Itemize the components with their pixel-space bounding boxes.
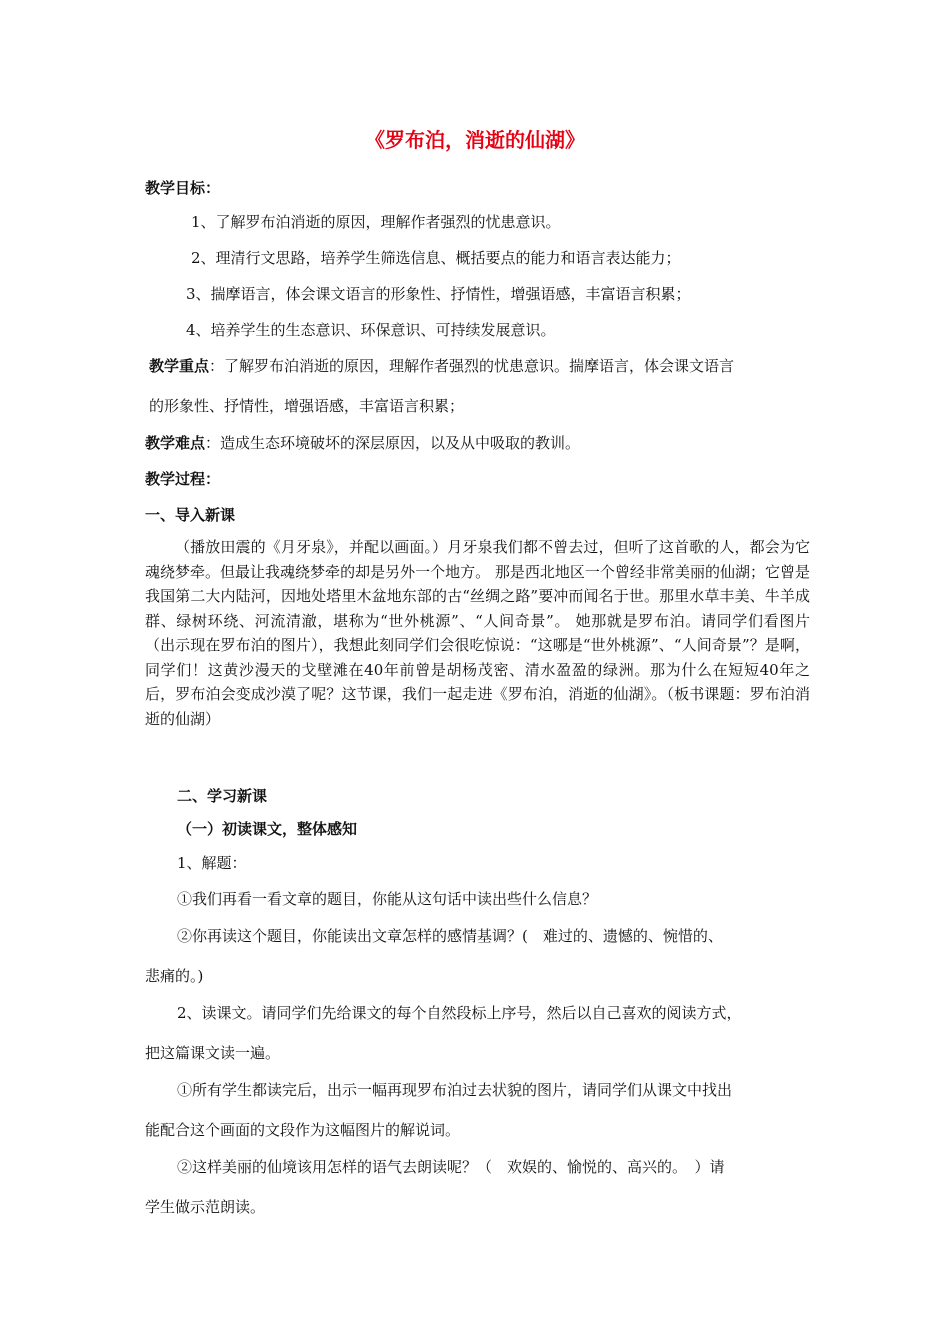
objective-item-1: 1、了解罗布泊消逝的原因，理解作者强烈的忧患意识。 <box>191 213 561 231</box>
item1-label: 1、解题： <box>177 854 247 872</box>
section2-subheading: （一）初读课文，整体感知 <box>177 820 358 838</box>
item2-line-2: 把这篇课文读一遍。 <box>145 1044 281 1062</box>
item2-question-1-line-2: 能配合这个画面的文段作为这幅图片的解说词。 <box>145 1121 461 1139</box>
section1-paragraph: （播放田震的《月牙泉》，并配以画面。）月牙泉我们都不曾去过，但听了这首歌的人，都会为它魂绕梦牵。但最让我魂绕梦牵的却是另外一个地方。 那是西北地区一个曾经非常美丽的仙湖；它曾是我国第二大内陆河，因地处塔里木盆地东部的古“丝绸之路”要冲而闻名于世。那里水草丰美、牛羊成群、绿树环绕、河流清澈，堪称为“世外桃源”、“人间奇景”。 她那就是罗布泊。请同学们看图片（出示现在罗布泊的图片），我想此刻同学们会很吃惊说：“这哪是“世外桃源”、“人间奇景”？是啊，同学们！这黄沙漫天的戈壁滩在40年前曾是胡杨茂密、清水盈盈的绿洲。那为什么在短短40年之后，罗布泊会变成沙漠了呢？这节课，我们一起走进《罗布泊，消逝的仙湖》。（板书课题：罗布泊消逝的仙湖） <box>145 538 810 728</box>
difficulties-text: ：造成生态环境破坏的深层原因，以及从中吸取的教训。 <box>205 434 581 452</box>
objective-item-4: 4、培养学生的生态意识、环保意识、可持续发展意识。 <box>186 321 556 339</box>
objective-item-2: 2、理清行文思路，培养学生筛选信息、概括要点的能力和语言表达能力； <box>191 249 681 267</box>
difficulties-line <box>145 433 810 453</box>
key-points-line-2: 的形象性、抒情性，增强语感，丰富语言积累； <box>149 397 465 415</box>
item2-question-2-line-2: 学生做示范朗读。 <box>145 1198 266 1216</box>
key-points-text: ：了解罗布泊消逝的原因，理解作者强烈的忧患意识。揣摩语言，体会课文语言 <box>209 357 735 375</box>
process-heading: 教学过程： <box>145 470 221 488</box>
key-points-label: 教学重点 <box>149 357 210 375</box>
objectives-heading: 教学目标： <box>145 179 221 197</box>
objective-item-3: 3、揣摩语言，体会课文语言的形象性、抒情性，增强语感，丰富语言积累； <box>186 285 691 303</box>
difficulties-label: 教学难点 <box>145 434 206 452</box>
item1-question-2-line-2: 悲痛的。) <box>145 967 204 985</box>
section2-heading: 二、学习新课 <box>177 787 268 805</box>
item2-question-1-line-1: ①所有学生都读完后，出示一幅再现罗布泊过去状貌的图片，请同学们从课文中找出 <box>177 1081 733 1099</box>
item1-question-1: ①我们再看一看文章的题目，你能从这句话中读出些什么信息？ <box>177 890 598 908</box>
section1-heading: 一、导入新课 <box>145 506 236 524</box>
item2-question-2-line-1: ②这样美丽的仙境该用怎样的语气去朗读呢？（ 欢娱的、愉悦的、高兴的。 ）请 <box>177 1158 725 1176</box>
item2-line-1: 2、读课文。请同学们先给课文的每个自然段标上序号，然后以自己喜欢的阅读方式， <box>177 1004 742 1022</box>
document-title: 《罗布泊，消逝的仙湖》 <box>365 128 585 152</box>
item1-question-2-line-1: ②你再读这个题目，你能读出文章怎样的感情基调？( 难过的、遗憾的、惋惜的、 <box>177 927 723 945</box>
key-points-line-1 <box>149 356 814 376</box>
